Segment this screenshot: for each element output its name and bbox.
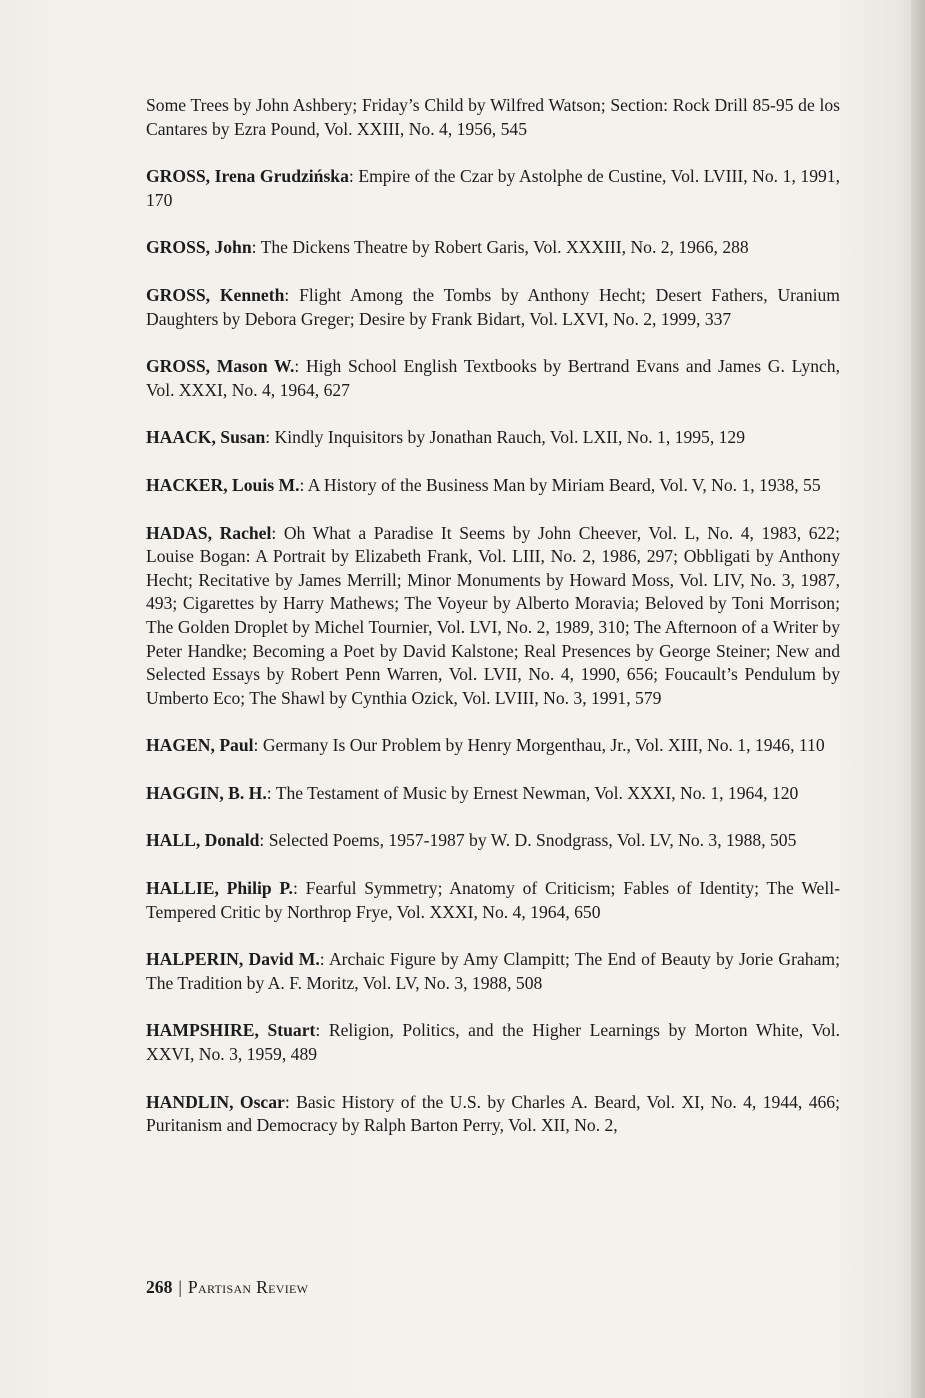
journal-title: Partisan Review: [187, 1277, 309, 1297]
entry-author: HAGEN, Paul: [146, 735, 254, 756]
index-entry-continued: [146, 94, 840, 141]
entry-text: : Oh What a Paradise It Seems by John Cheever, Vol. L, No. 4, 1983, 622; Louise Bogan: A Portrait by Elizabeth Frank, Vol. LIII, No. 2, 1986, 297; Obbligati by Anthony Hecht; Recitative by James Merrill; Minor Monuments by Howard Moss, Vol. LIV, No. 3, 1987, 493; Cigarettes by Harry Mathews; The Voyeur by Alberto Moravia; Beloved by Toni Morrison; The Golden Droplet by Michel Tournier, Vol. LVI, No. 2, 1989, 310; The Afternoon of a Writer by Peter Handke; Becoming a Poet by David Kalstone; Real Presences by George Steiner; New and Selected Essays by Robert Penn Warren, Vol. LVII, No. 4, 1990, 656; Foucault’s Pendulum by Umberto Eco; The Shawl by Cynthia Ozick, Vol. LVIII, No. 3, 1991, 579: [146, 522, 840, 708]
index-entry: [146, 284, 840, 331]
index-entry: [146, 355, 840, 402]
index-entry: [146, 426, 840, 450]
entry-author: HALLIE, Philip P.: [146, 878, 293, 899]
entry-author: GROSS, Kenneth: [146, 284, 285, 305]
entry-text: : The Testament of Music by Ernest Newman, Vol. XXXI, No. 1, 1964, 120: [266, 782, 799, 803]
entry-author: HAMPSHIRE, Stuart: [146, 1020, 316, 1041]
index-entries: [146, 94, 840, 1162]
page-footer: [146, 1276, 308, 1298]
entry-author: GROSS, Mason W.: [146, 356, 295, 377]
index-entry: [146, 236, 840, 260]
entry-author: GROSS, Irena Grudzińska: [146, 166, 349, 187]
entry-text: Some Trees by John Ashbery; Friday’s Child by Wilfred Watson; Section: Rock Drill 85-95 de los Cantares by Ezra Pound, Vol. XXIII, No. 4, 1956, 545: [146, 95, 840, 139]
footer-separator: |: [178, 1277, 182, 1297]
page-spine-shadow: [911, 0, 925, 1398]
entry-author: HAACK, Susan: [146, 427, 266, 448]
entry-text: : Germany Is Our Problem by Henry Morgenthau, Jr., Vol. XIII, No. 1, 1946, 110: [253, 735, 825, 756]
entry-text: : Fearful Symmetry; Anatomy of Criticism; Fables of Identity; The Well-Tempered Critic by Northrop Frye, Vol. XXXI, No. 4, 1964, 650: [146, 878, 840, 922]
entry-text: : A History of the Business Man by Miriam Beard, Vol. V, No. 1, 1938, 55: [299, 474, 821, 495]
entry-author: HANDLIN, Oscar: [146, 1091, 285, 1112]
entry-text: : Religion, Politics, and the Higher Learnings by Morton White, Vol. XXVI, No. 3, 1959, 489: [146, 1020, 840, 1065]
entry-text: : Kindly Inquisitors by Jonathan Rauch, Vol. LXII, No. 1, 1995, 129: [265, 427, 746, 448]
index-entry: [146, 829, 840, 853]
index-entry: [146, 734, 840, 758]
index-entry: [146, 522, 840, 711]
index-entry: [146, 948, 840, 995]
index-entry: [146, 474, 840, 498]
entry-author: GROSS, John: [146, 237, 252, 258]
index-entry: [146, 1091, 840, 1138]
entry-author: HADAS, Rachel: [146, 522, 272, 543]
index-entry: [146, 877, 840, 924]
entry-author: HAGGIN, B. H.: [146, 782, 267, 803]
page-number: 268: [146, 1277, 173, 1297]
index-entry: [146, 1019, 840, 1066]
entry-text: : Flight Among the Tombs by Anthony Hecht; Desert Fathers, Uranium Daughters by Debora Greger; Desire by Frank Bidart, Vol. LXVI, No. 2, 1999, 337: [146, 284, 840, 329]
index-entry: [146, 782, 840, 806]
index-entry: [146, 165, 840, 212]
entry-author: HACKER, Louis M.: [146, 474, 300, 495]
entry-author: HALL, Donald: [146, 830, 260, 851]
entry-text: : Selected Poems, 1957-1987 by W. D. Snodgrass, Vol. LV, No. 3, 1988, 505: [259, 830, 797, 851]
entry-text: : The Dickens Theatre by Robert Garis, Vol. XXXIII, No. 2, 1966, 288: [251, 237, 749, 258]
entry-text: : Basic History of the U.S. by Charles A. Beard, Vol. XI, No. 4, 1944, 466; Puritanism and Democracy by Ralph Barton Perry, Vol. XII, No. 2,: [146, 1091, 840, 1136]
entry-text: : High School English Textbooks by Bertrand Evans and James G. Lynch, Vol. XXXI, No. 4, 1964, 627: [146, 356, 841, 400]
entry-text: : Empire of the Czar by Astolphe de Custine, Vol. LVIII, No. 1, 1991, 170: [146, 166, 841, 210]
entry-author: HALPERIN, David M.: [146, 949, 320, 970]
entry-text: : Archaic Figure by Amy Clampitt; The End of Beauty by Jorie Graham; The Tradition by A. F. Moritz, Vol. LV, No. 3, 1988, 508: [146, 949, 840, 993]
